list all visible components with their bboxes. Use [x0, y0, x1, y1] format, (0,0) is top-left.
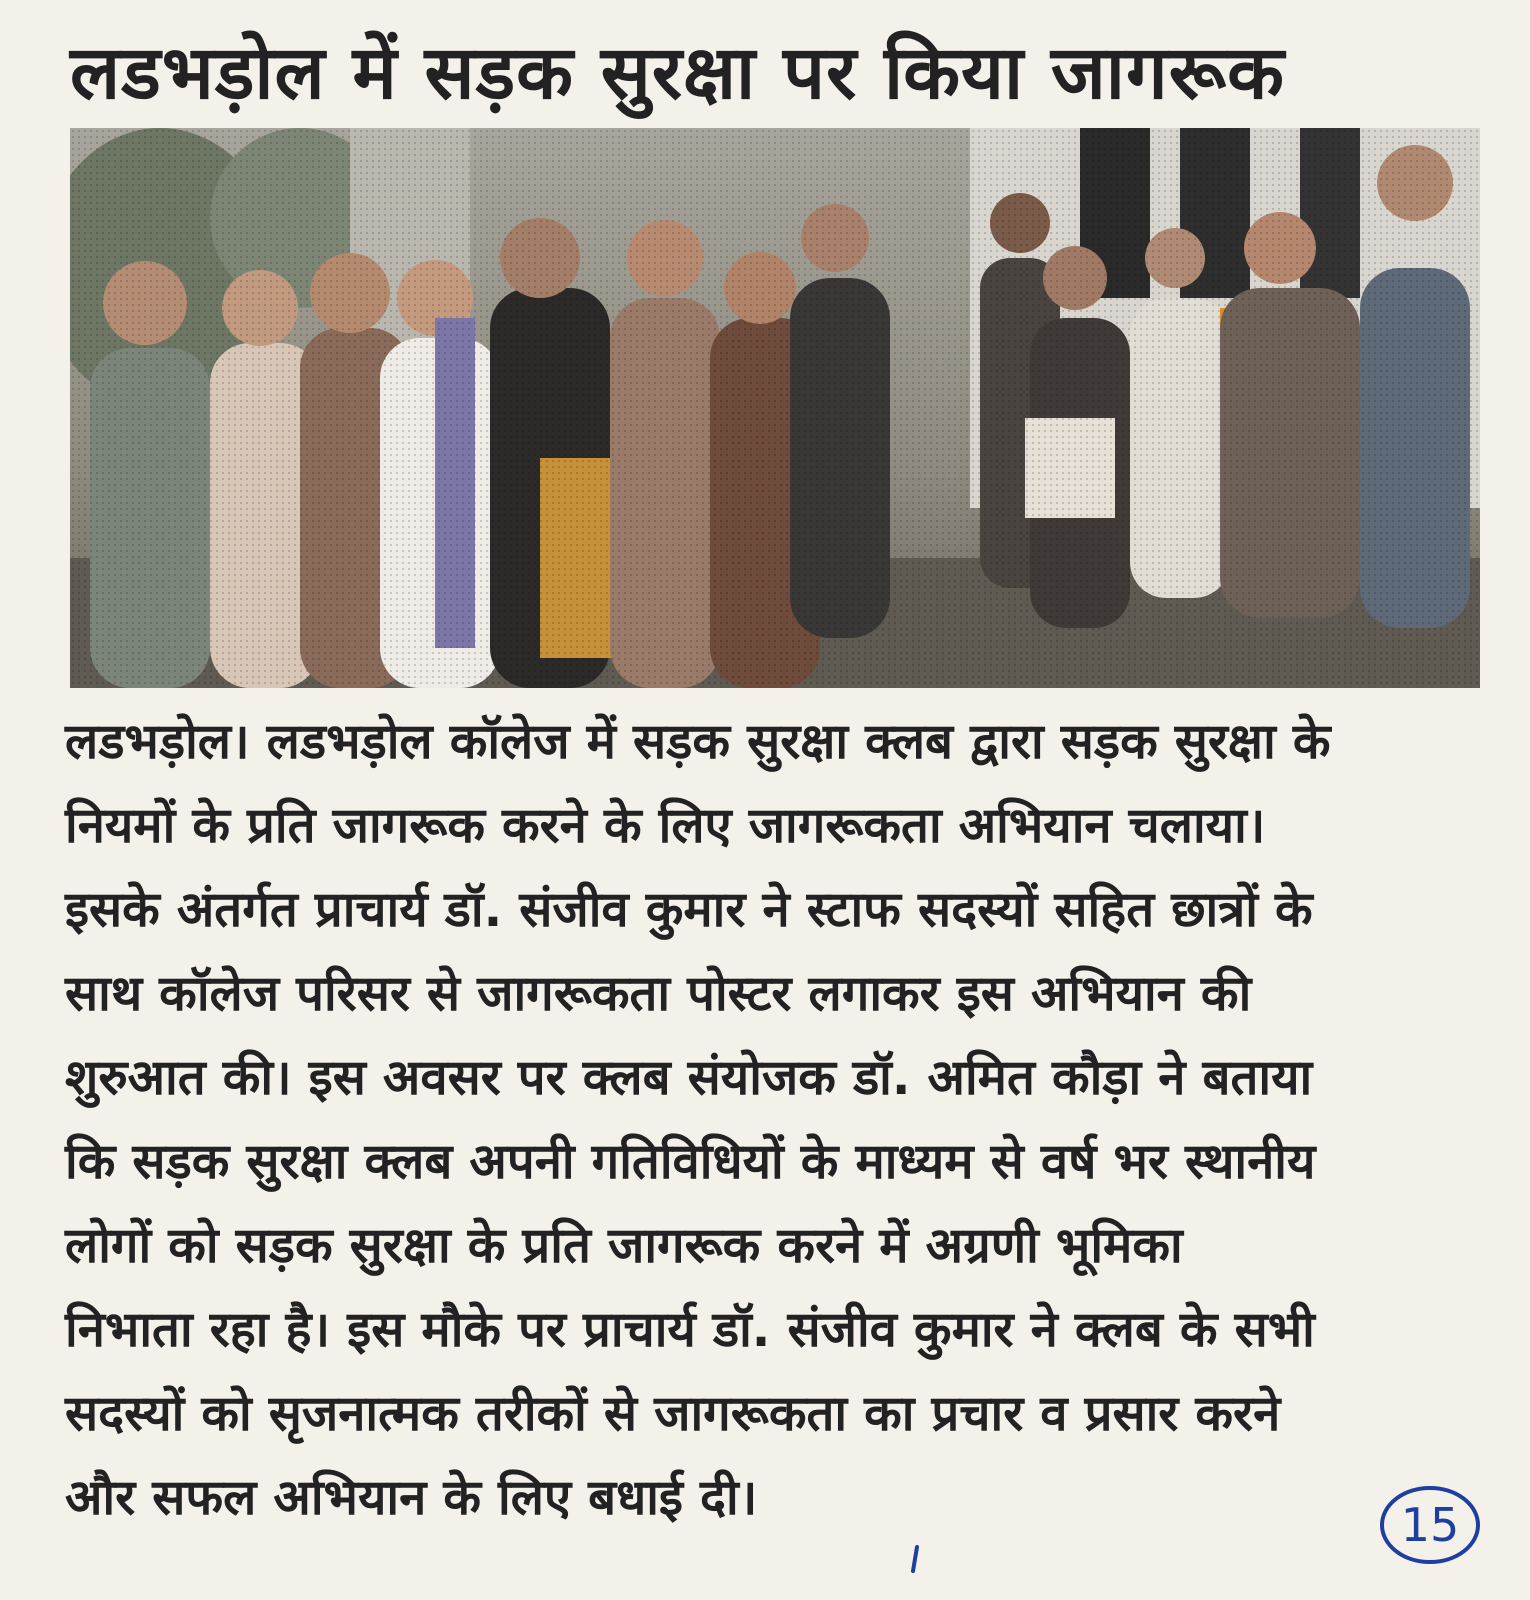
- body-line: नियमों के प्रति जागरूक करने के लिए जागरूकता अभियान चलाया।: [65, 797, 1266, 854]
- handwritten-page-number: [1375, 1480, 1485, 1570]
- group-photo: [70, 128, 1480, 688]
- body-line: लडभड़ोल। लडभड़ोल कॉलेज में सड़क सुरक्षा क्लब द्वारा सड़क सुरक्षा के: [65, 713, 1331, 770]
- article-body: [65, 700, 1485, 1540]
- group-photo-icon: [70, 128, 1480, 688]
- body-line: और सफल अभियान के लिए बधाई दी।: [65, 1469, 758, 1526]
- pen-tick-icon: [905, 1545, 925, 1575]
- body-line: लोगों को सड़क सुरक्षा के प्रति जागरूक करने में अग्रणी भूमिका: [65, 1217, 1183, 1274]
- body-line: साथ कॉलेज परिसर से जागरूकता पोस्टर लगाकर इस अभियान की: [65, 965, 1252, 1022]
- page-number: 15: [1400, 1498, 1460, 1552]
- body-line: कि सड़क सुरक्षा क्लब अपनी गतिविधियों के माध्यम से वर्ष भर स्थानीय: [65, 1133, 1316, 1190]
- body-line: इसके अंतर्गत प्राचार्य डॉ. संजीव कुमार ने स्टाफ सदस्यों सहित छात्रों के: [65, 881, 1313, 938]
- body-line: निभाता रहा है। इस मौके पर प्राचार्य डॉ. संजीव कुमार ने क्लब के सभी: [65, 1301, 1315, 1358]
- body-line: सदस्यों को सृजनात्मक तरीकों से जागरूकता का प्रचार व प्रसार करने: [65, 1385, 1281, 1442]
- article-headline: लडभड़ोल में सड़क सुरक्षा पर किया जागरूक: [70, 30, 1285, 116]
- body-line: शुरुआत की। इस अवसर पर क्लब संयोजक डॉ. अमित कौड़ा ने बताया: [65, 1049, 1313, 1106]
